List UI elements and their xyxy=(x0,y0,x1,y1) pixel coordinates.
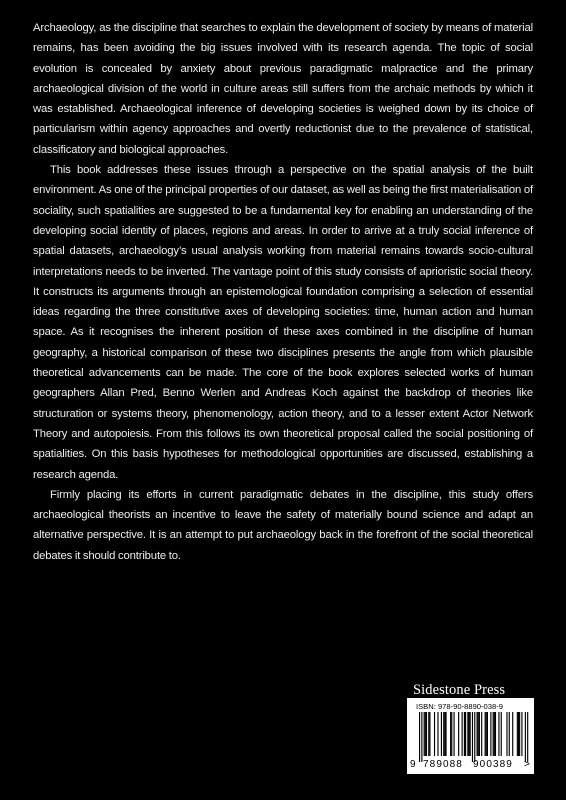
barcode-guard-bar xyxy=(419,712,420,762)
barcode-bar xyxy=(468,712,469,756)
barcode-bar xyxy=(465,712,466,756)
barcode-bar xyxy=(479,712,480,756)
barcode-bar xyxy=(462,712,463,756)
barcode-bar xyxy=(487,712,488,756)
barcode-bar xyxy=(445,712,446,756)
barcode-bar xyxy=(501,712,502,756)
back-cover-blurb xyxy=(33,18,533,566)
barcode-bar xyxy=(444,712,445,756)
barcode-guard-bar xyxy=(472,712,473,762)
barcode-bar xyxy=(509,712,510,756)
barcode-bar xyxy=(494,712,495,756)
barcode-bar xyxy=(495,712,496,756)
barcode-bar xyxy=(519,712,520,756)
barcode-bar xyxy=(485,712,486,756)
isbn-barcode xyxy=(407,698,534,774)
barcode-bar xyxy=(517,712,518,756)
barcode-bars xyxy=(407,712,534,762)
barcode-guard-bar xyxy=(474,712,475,762)
barcode-bar xyxy=(441,712,442,756)
barcode-bar xyxy=(426,712,427,756)
barcode-bar xyxy=(443,712,444,756)
barcode-bar xyxy=(451,712,452,756)
barcode-right-group: 900389 xyxy=(473,759,513,770)
barcode-left-group: 789088 xyxy=(423,759,463,770)
barcode-guard-bar xyxy=(421,712,422,762)
barcode-bar xyxy=(429,712,430,756)
barcode-guard-bar xyxy=(527,712,528,762)
barcode-bar xyxy=(518,712,519,756)
barcode-bar xyxy=(425,712,426,756)
barcode-bar xyxy=(493,712,494,756)
barcode-lead-digit: 9 xyxy=(410,759,416,770)
barcode-bar xyxy=(481,712,482,756)
publisher-name: Sidestone Press xyxy=(413,682,506,698)
barcode-bar xyxy=(486,712,487,756)
barcode-guard-bar xyxy=(525,712,526,762)
blurb-paragraph-1: Archaeology, as the discipline that searches to explain the development of society by means of material remains, has been avoiding the big issues involved with its research agenda. The topic of social evolution is concealed by anxiety about previous paradigmatic malpractice and the primary archaeological division of the world in culture areas still suffers from the archaic methods by which it was established. Archaeological inference of developing societies is weighed down by its choice of particularism within agency approaches and overtly reductionist due to the prevalence of statistical, classificatory and biological approaches. xyxy=(33,22,533,156)
barcode-bar xyxy=(424,712,425,756)
barcode-bar xyxy=(458,712,459,756)
barcode-bar xyxy=(498,712,499,756)
barcode-bar xyxy=(467,712,468,756)
barcode-digits xyxy=(407,758,534,772)
barcode-bar xyxy=(477,712,478,756)
barcode-quiet-zone-mark: > xyxy=(524,759,530,770)
barcode-bar xyxy=(490,712,491,756)
blurb-paragraph-2: This book addresses these issues through a perspective on the spatial analysis of the built environment. As one of the principal properties of our dataset, as well as being the first materialisation of sociality, such spatialities are suggested to be a fundamental key for enabling an understanding of the developing social identity of places, regions and areas. In order to arrive at a truly social inference of spatial datasets, archaeology’s usual analysis working from material remains towards socio-cultural interpretations needs to be inverted. The vantage point of this study consists of aprioristic social theory. It constructs its arguments through an epistemological foundation comprising a selection of essential ideas regarding the three constitutive axes of developing societies: time, human action and human space. As it recognises the inherent position of these axes combined in the discipline of human geography, a historical comparison of these two disciplines presents the angle from which plausible theoretical advancements can be made. The core of the book explores selected works of human geographers Allan Pred, Benno Werlen and Andreas Koch against the backdrop of theories like structuration or systems theory, phenomenology, action theory, and to a lesser extent Actor Network Theory and autopoiesis. From this follows its own theoretical proposal called the social positioning of spatialities. On this basis hypotheses for methodological opportunities are discussed, establishing a research agenda. xyxy=(33,164,533,481)
barcode-bar xyxy=(454,712,455,756)
barcode-bar xyxy=(464,712,465,756)
barcode-bar xyxy=(506,712,507,756)
barcode-bar xyxy=(470,712,471,756)
barcode-bar xyxy=(437,712,438,756)
barcode-bar xyxy=(450,712,451,756)
barcode-bar xyxy=(512,712,513,756)
barcode-bar xyxy=(478,712,479,756)
isbn-label: ISBN: 978-90-8890-038-9 xyxy=(416,702,503,711)
barcode-bar xyxy=(428,712,429,756)
blurb-paragraph-3: Firmly placing its efforts in current paradigmatic debates in the discipline, this study offers archaeological theorists an incentive to leave the safety of materially bound science and adapt an alternative perspective. It is an attempt to put archaeology back in the forefront of the social theoretical debates it should contribute to. xyxy=(33,488,533,562)
barcode-bar xyxy=(434,712,435,756)
barcode-bar xyxy=(521,712,522,756)
